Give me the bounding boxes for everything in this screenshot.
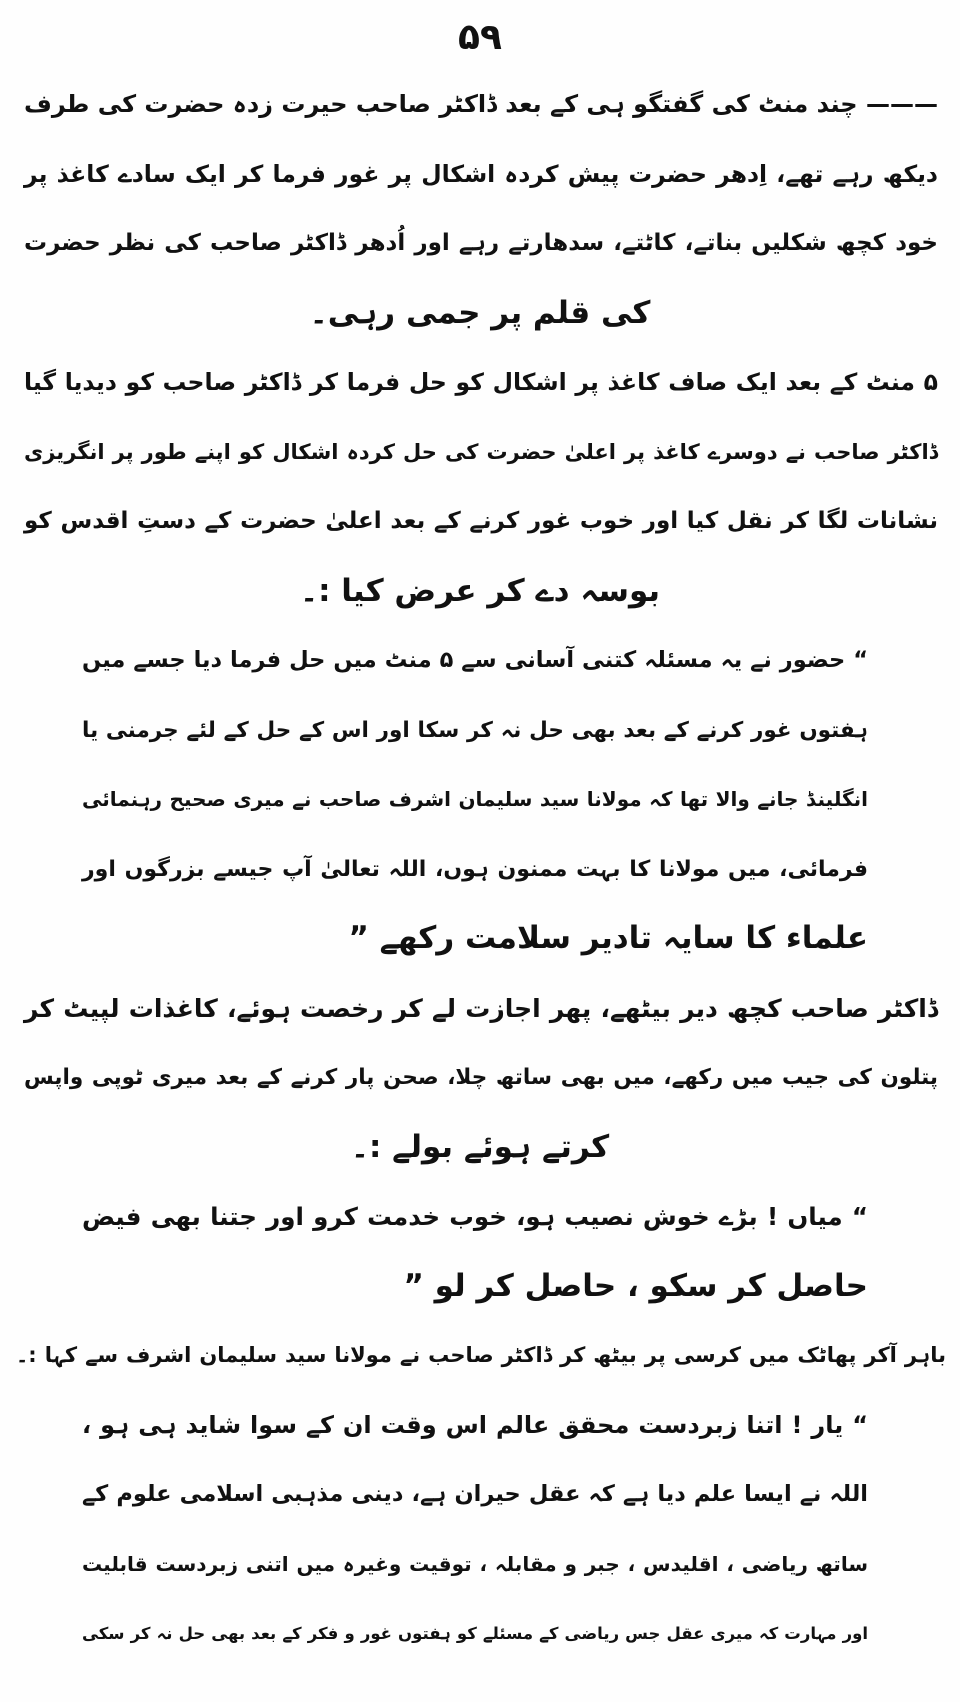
quote-line — [0, 1252, 960, 1322]
quote-line-content: “ حضور نے یہ مسئلہ کتنی آسانی سے ۵ منٹ میں حل فرما دیا جسے میں — [82, 647, 868, 673]
text-line-content: ڈاکٹر صاحب نے دوسرے کاغذ پر اعلیٰ حضرت کی حل کردہ اشکال کو اپنے طور پر انگریزی — [24, 439, 938, 464]
quote-line-content: علماء کا سایہ تادیر سلامت رکھے ” — [348, 920, 868, 956]
text-line-content: کی قلم پر جمی رہی۔ — [309, 294, 651, 331]
quote-line — [0, 1391, 960, 1461]
text-line-content: نشانات لگا کر نقل کیا اور خوب غور کرنے کے بعد اعلیٰ حضرت کے دستِ اقدس کو — [24, 508, 938, 534]
page-body — [0, 70, 960, 1669]
text-line — [0, 974, 960, 1044]
text-line — [0, 279, 960, 349]
text-line-content: کرتے ہوئے بولے :۔ — [350, 1128, 610, 1165]
quote-line — [0, 904, 960, 974]
quote-line-content: حاصل کر سکو ، حاصل کر لو ” — [403, 1267, 868, 1304]
text-line — [0, 70, 960, 140]
page-number: ۵۹ — [458, 17, 502, 58]
text-line — [0, 1113, 960, 1183]
text-line-content: دیکھ رہے تھے، اِدھر حضرت پیش کردہ اشکال پر غور فرما کر ایک سادے کاغذ پر — [24, 159, 938, 188]
text-line — [0, 1043, 960, 1113]
text-line-content: ۵ منٹ کے بعد ایک صاف کاغذ پر اشکال کو حل فرما کر ڈاکٹر صاحب کو دیدیا گیا — [24, 368, 938, 396]
text-line — [0, 418, 960, 488]
quote-line — [0, 626, 960, 696]
quote-line-content: ساتھ ریاضی ، اقلیدس ، جبر و مقابلہ ، توقیت وغیرہ میں اتنی زبردست قابلیت — [82, 1551, 868, 1576]
text-line-content: پتلون کی جیب میں رکھے، میں بھی ساتھ چلا، صحن پار کرنے کے بعد میری ٹوپی واپس — [24, 1065, 938, 1090]
quote-line — [0, 696, 960, 766]
text-line — [0, 140, 960, 210]
quote-line-content: اللہ نے ایسا علم دیا ہے کہ عقل حیران ہے، دینی مذہبی اسلامی علوم کے — [82, 1481, 868, 1507]
quote-line — [0, 1460, 960, 1530]
quote-line-content: فرمائی، میں مولانا کا بہت ممنون ہوں، اللہ تعالیٰ آپ جیسے بزرگوں اور — [82, 856, 868, 882]
text-line-content: خود کچھ شکلیں بناتے، کاٹتے، سدھارتے رہے اور اُدھر ڈاکٹر صاحب کی نظر حضرت — [24, 230, 938, 256]
text-line — [0, 557, 960, 627]
quote-line — [0, 1530, 960, 1600]
text-line — [0, 1321, 960, 1391]
quote-line — [0, 1182, 960, 1252]
text-line-content: ڈاکٹر صاحب کچھ دیر بیٹھے، پھر اجازت لے کر رخصت ہوئے، کاغذات لپیٹ کر — [24, 993, 938, 1023]
text-line — [0, 487, 960, 557]
quote-line — [0, 765, 960, 835]
quote-line — [0, 835, 960, 905]
quote-line-content: “ یار ! اتنا زبردست محقق عالم اس وقت ان کے سوا شاید ہی ہو ، — [82, 1410, 868, 1439]
text-line — [0, 348, 960, 418]
quote-line — [0, 1599, 960, 1669]
text-line-content: باہر آکر پھاٹک میں کرسی پر بیٹھ کر ڈاکٹر صاحب نے مولانا سید سلیمان اشرف سے کہا :۔ — [16, 1343, 946, 1367]
quote-line-content: ہفتوں غور کرنے کے بعد بھی حل نہ کر سکا اور اس کے حل کے لئے جرمنی یا — [82, 717, 868, 743]
quote-line-content: انگلینڈ جانے والا تھا کہ مولانا سید سلیمان اشرف صاحب نے میری صحیح رہنمائی — [82, 787, 868, 811]
quote-line-content: “ میاں ! بڑے خوش نصیب ہو، خوب خدمت کرو اور جتنا بھی فیض — [82, 1202, 868, 1231]
text-line-content: بوسہ دے کر عرض کیا :۔ — [299, 572, 661, 609]
text-line-content: ——— چند منٹ کی گفتگو ہی کے بعد ڈاکٹر صاحب حیرت زدہ حضرت کی طرف — [24, 90, 938, 118]
quote-line-content: اور مہارت کہ میری عقل جس ریاضی کے مسئلے کو ہفتوں غور و فکر کے بعد بھی حل نہ کر سکی — [82, 1624, 868, 1643]
text-line — [0, 209, 960, 279]
